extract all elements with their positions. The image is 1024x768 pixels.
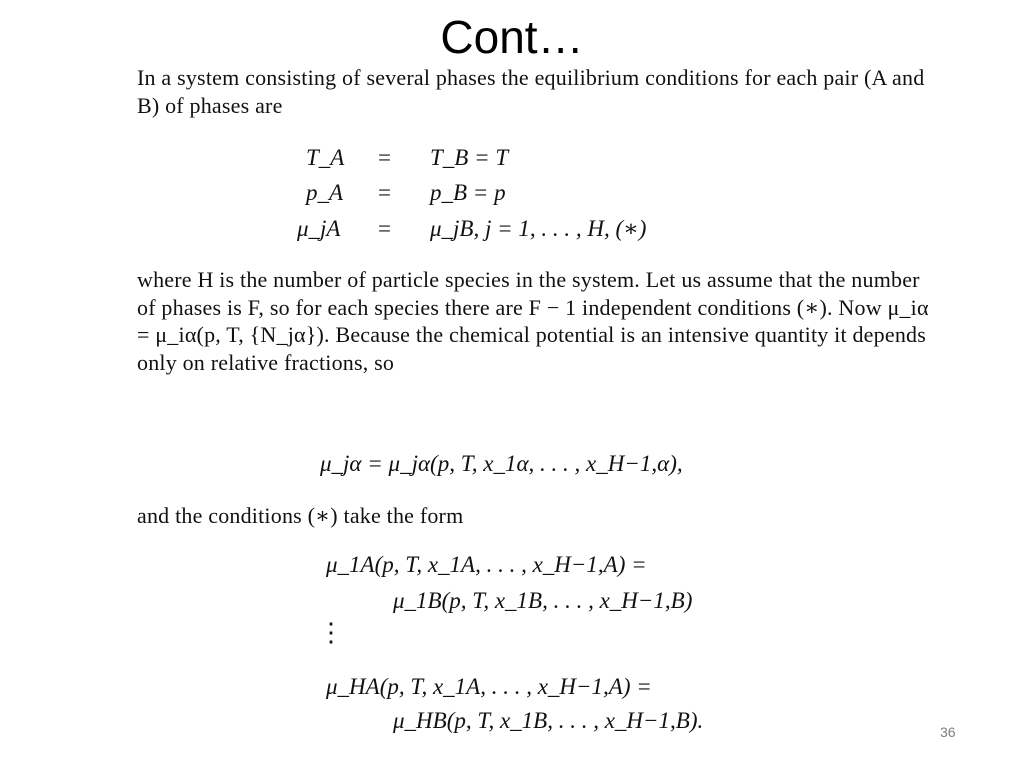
condition-rhs-pressure: p_B = p [430,180,506,205]
equals-sign: = [378,180,391,205]
equals-sign: = [378,216,391,241]
condition-equation-1b: μ_1B(p, T, x_1B, . . . , x_H−1,B) [393,588,693,613]
condition-lhs-temperature: T_A [306,145,345,170]
vertical-ellipsis: ⋮ [318,618,344,647]
condition-rhs-potential: μ_jB, j = 1, . . . , H, (∗) [430,216,647,241]
equals-sign: = [378,145,391,170]
slide-title: Cont… [440,11,584,63]
condition-lhs-pressure: p_A [306,180,344,205]
condition-equation-ha: μ_HA(p, T, x_1A, . . . , x_H−1,A) = [326,674,652,699]
intro-paragraph: In a system consisting of several phases the equilibrium conditions for each pair (A and B) of phases are [137,65,925,118]
condition-equation-1a: μ_1A(p, T, x_1A, . . . , x_H−1,A) = [326,552,647,577]
chemical-potential-equation: μ_jα = μ_jα(p, T, x_1α, . . . , x_H−1,α), [320,451,683,476]
condition-rhs-temperature: T_B = T [430,145,509,170]
explanation-paragraph: where H is the number of particle species in the system. Let us assume that the number of phases is F, so for each species there are F − 1 independent conditions (∗). Now μ_iα = μ_iα(p, T, {N_jα}). Because the chemical potential is an intensive quantity it depends only on relative fractions, so [137,267,929,375]
condition-lhs-potential: μ_jA [297,216,341,241]
transition-text: and the conditions (∗) take the form [137,503,464,528]
condition-equation-hb: μ_HB(p, T, x_1B, . . . , x_H−1,B). [393,708,704,733]
page-number: 36 [940,724,956,740]
